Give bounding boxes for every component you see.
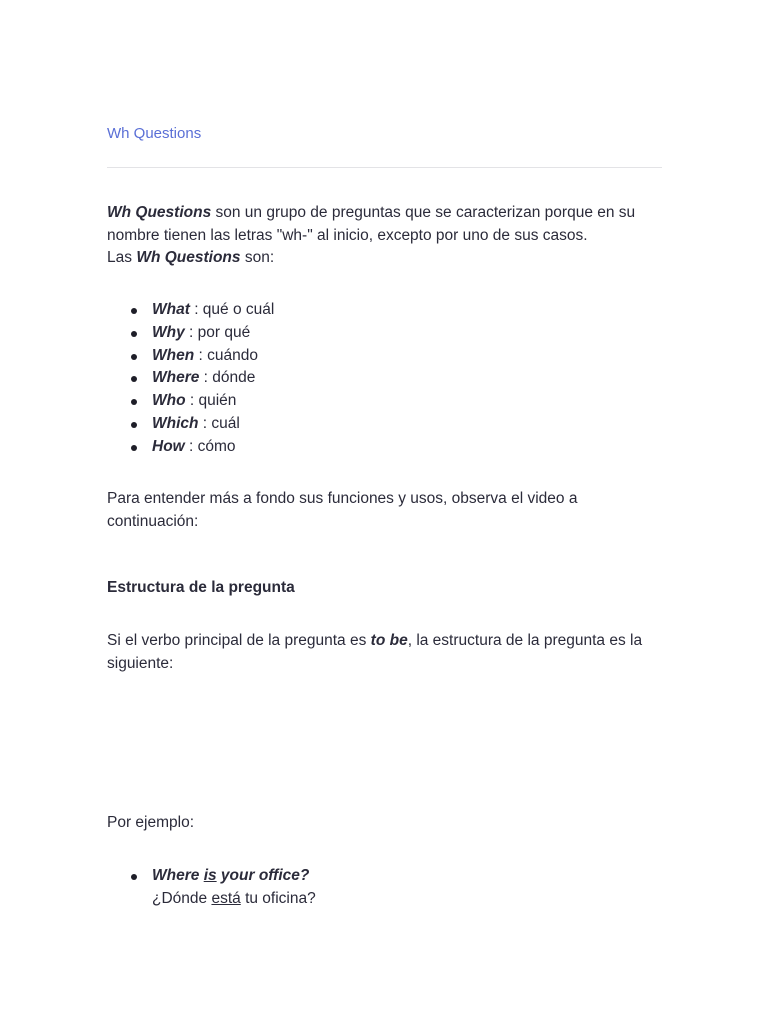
- intro-line-2-suffix: son:: [240, 249, 275, 266]
- example-en-verb: is: [203, 867, 217, 884]
- to-be-term: to be: [370, 632, 408, 649]
- example-es-part-1: ¿Dónde: [152, 889, 212, 907]
- list-item: [107, 367, 274, 390]
- list-item: [107, 436, 274, 459]
- example-heading: Por ejemplo:: [107, 814, 195, 831]
- to-be-suffix: , la estructura de la pregunta es la siguiente:: [107, 632, 643, 672]
- wh-meaning: : quién: [185, 392, 237, 410]
- wh-meaning: : cuál: [198, 414, 240, 432]
- bullet-icon: [131, 376, 137, 382]
- bullet-icon: [131, 874, 137, 880]
- example-spanish: [152, 888, 316, 911]
- intro-paragraph: [107, 202, 663, 270]
- wh-meaning: : cómo: [184, 437, 236, 455]
- example-en-part-1: Where: [152, 867, 204, 884]
- wh-meaning: : dónde: [199, 369, 256, 387]
- list-item: [107, 413, 274, 436]
- wh-word: Where: [152, 369, 200, 387]
- intro-line-2: [107, 247, 663, 270]
- wh-word: How: [152, 437, 185, 455]
- wh-word: Who: [152, 392, 186, 410]
- intro-line-1-text: son un grupo de preguntas que se caracterizan porque en su nombre tienen las letras "wh-" al inicio, excepto por uno de sus casos.: [107, 204, 636, 244]
- wh-meaning: : cuándo: [194, 346, 258, 364]
- bullet-icon: [131, 399, 137, 405]
- title-divider: [107, 167, 662, 168]
- list-item: [107, 322, 274, 345]
- wh-word: Why: [152, 323, 185, 341]
- intro-term: Wh Questions: [107, 204, 212, 221]
- intro-line-1: [107, 202, 663, 247]
- bullet-icon: [131, 354, 137, 360]
- bullet-icon: [131, 445, 137, 451]
- section-heading: Estructura de la pregunta: [107, 579, 295, 596]
- intro-line-2-term: Wh Questions: [136, 249, 241, 266]
- to-be-paragraph: [107, 630, 667, 675]
- wh-meaning: : por qué: [184, 323, 251, 341]
- wh-words-list: [107, 299, 274, 459]
- video-paragraph: Para entender más a fondo sus funciones y usos, observa el video a continuación:: [107, 490, 578, 530]
- bullet-icon: [131, 331, 137, 337]
- wh-meaning: : qué o cuál: [189, 301, 275, 318]
- intro-line-2-prefix: Las: [107, 249, 137, 266]
- wh-word: Which: [152, 414, 199, 432]
- bullet-icon: [131, 422, 137, 428]
- example-english: [152, 865, 316, 888]
- example-list: [107, 865, 316, 910]
- list-item: [107, 865, 316, 910]
- wh-word: What: [152, 301, 190, 318]
- example-es-verb: está: [211, 889, 241, 907]
- example-en-part-2: your office?: [216, 867, 310, 884]
- document-title: Wh Questions: [107, 125, 202, 142]
- list-item: [107, 345, 274, 368]
- to-be-prefix: Si el verbo principal de la pregunta es: [107, 632, 371, 649]
- bullet-icon: [131, 308, 137, 314]
- wh-word: When: [152, 346, 195, 364]
- example-es-part-2: tu oficina?: [240, 889, 316, 907]
- list-item: [107, 390, 274, 413]
- list-item: [107, 299, 274, 322]
